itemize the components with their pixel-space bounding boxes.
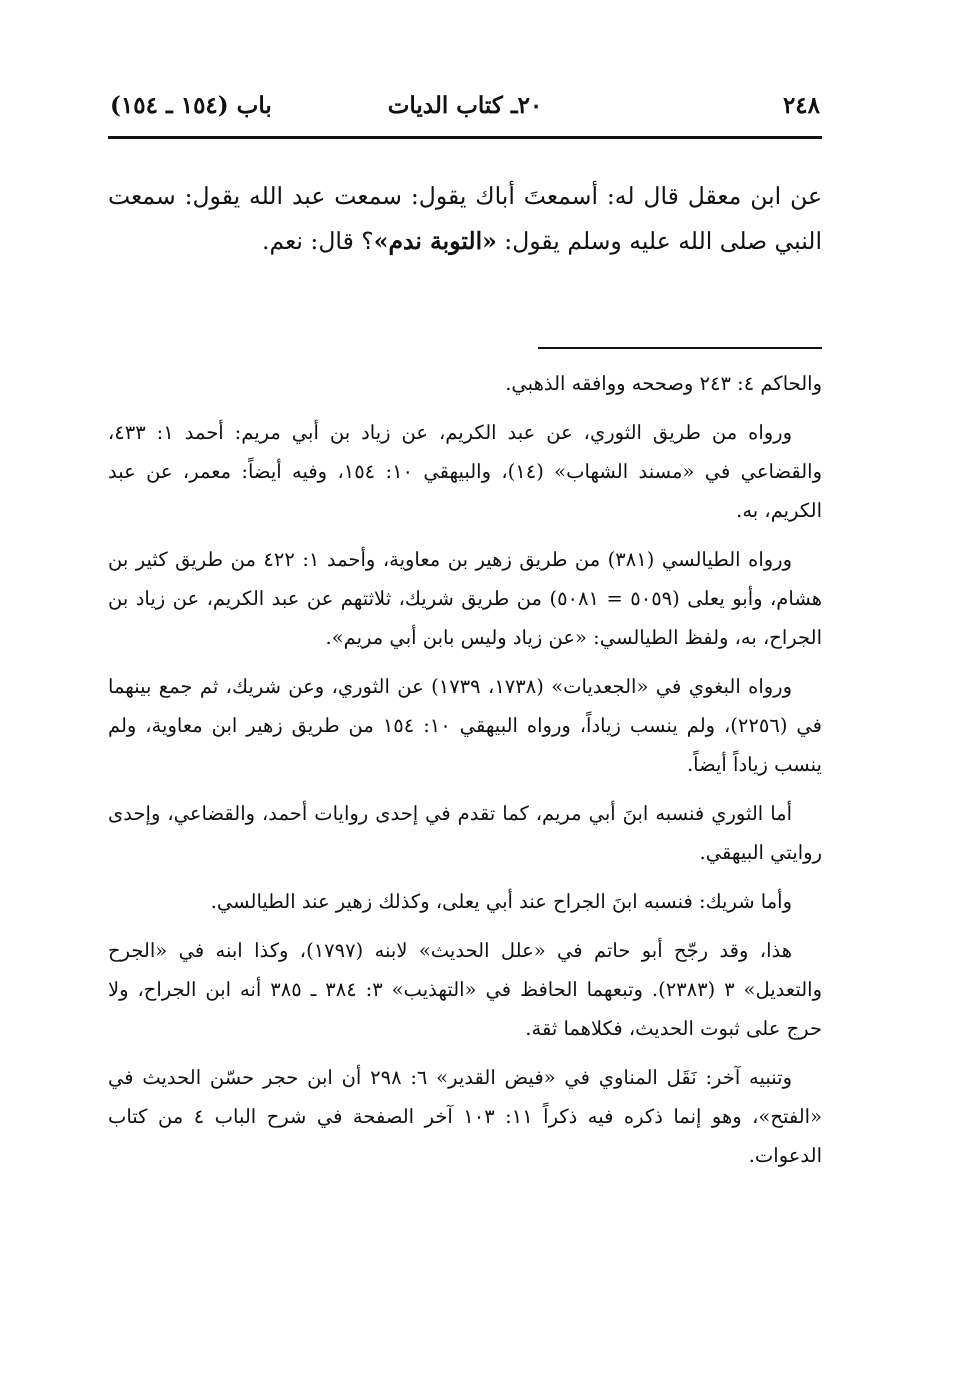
book-page [108,0,822,1383]
footnote-paragraph: وأما شريك: فنسبه ابنَ الجراح عند أبي يعلى، وكذلك زهير عند الطيالسي. [210,890,792,913]
footnote-paragraph: وتنبيه آخر: نَقَل المناوي في «فيض القدير» ٦: ٢٩٨ أن ابن حجر حسّن الحديث في «الفتح»، وهو إنما ذكره فيه ذكراً ١١: ١٠٣ آخر الصفحة في شرح الباب ٤ من كتاب الدعوات. [108,1066,822,1167]
header-rule [108,136,822,139]
hadith-quote: «التوبة ندم» [373,227,497,255]
footnote-rule [538,347,822,349]
chapter-range: باب (١٥٤ ـ ١٥٤) [110,92,272,119]
main-text-before: عن ابن معقل قال له: أسمعتَ أباك يقول: سمعت عبد الله يقول: سمعت النبي صلى الله عليه وسلم يقول: [108,182,822,255]
main-text [108,174,822,264]
footnote-paragraph: ورواه البغوي في «الجعديات» (١٧٣٨، ١٧٣٩) عن الثوري، وعن شريك، ثم جمع بينهما في (٢٢٥٦)، ولم ينسب زياداً، ورواه البيهقي ١٠: ١٥٤ من طريق زهير ابن معاوية، ولم ينسب زياداً أيضاً. [108,675,822,776]
footnote-paragraph: ورواه من طريق الثوري، عن عبد الكريم، عن زياد بن أبي مريم: أحمد ١: ٤٣٣، والقضاعي في «مسند الشهاب» (١٤)، والبيهقي ١٠: ١٥٤، وفيه أيضاً: معمر، عن عبد الكريم، به. [108,421,822,522]
page-number: ٢٤٨ [782,92,820,119]
footnote-paragraph: والحاكم ٤: ٢٤٣ وصححه ووافقه الذهبي. [505,372,822,395]
main-text-after: ؟ قال: نعم. [261,227,374,255]
footnote-paragraph: أما الثوري فنسبه ابنَ أبي مريم، كما تقدم في إحدى روايات أحمد، والقضاعي، وإحدى روايتي البيهقي. [108,802,822,864]
footnotes [108,364,822,1185]
footnote-paragraph: ورواه الطيالسي (٣٨١) من طريق زهير بن معاوية، وأحمد ١: ٤٢٢ من طريق كثير بن هشام، وأبو يعلى (٥٠٥٩ = ٥٠٨١) من طريق شريك، ثلاثتهم عن عبد الكريم، عن زياد بن الجراح، به، ولفظ الطيالسي: «عن زياد وليس بابن أبي مريم». [108,548,823,649]
chapter-title: ٢٠ـ كتاب الديات [387,92,543,119]
footnote-paragraph: هذا، وقد رجّح أبو حاتم في «علل الحديث» لابنه (١٧٩٧)، وكذا ابنه في «الجرح والتعديل» ٣ (٢٣٨٣). وتبعهما الحافظ في «التهذيب» ٣: ٣٨٤ ـ ٣٨٥ أنه ابن الجراح، ولا حرج على ثبوت الحديث، فكلاهما ثقة. [108,939,822,1040]
page-header [108,92,822,132]
